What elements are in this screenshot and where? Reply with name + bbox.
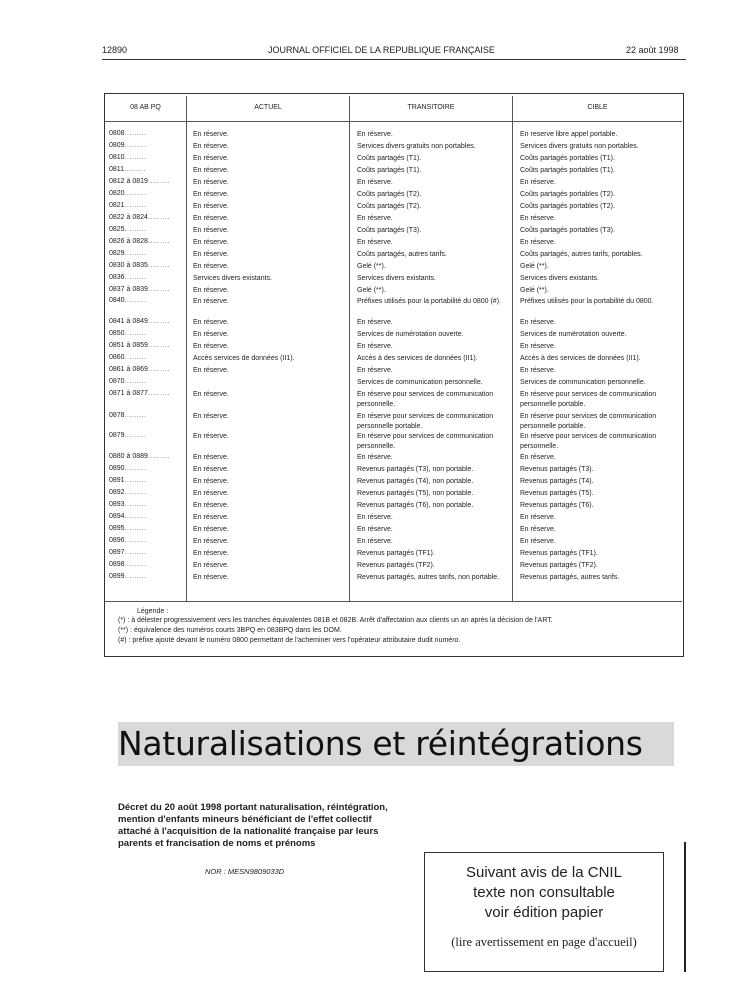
cell-actuel: En réserve. xyxy=(193,131,229,138)
cell-cible: Revenus partagés (T5). xyxy=(520,490,594,497)
column-divider xyxy=(512,96,513,602)
cell-actuel: En réserve. xyxy=(193,502,229,509)
column-header-actuel: ACTUEL xyxy=(254,104,282,111)
column-divider xyxy=(186,96,187,602)
cell-actuel: En réserve. xyxy=(193,263,229,270)
cell-cible: En reserve libre appel portable. xyxy=(520,131,618,138)
cell-cible: Coûts partagés portables (T3). xyxy=(520,227,615,234)
cell-transitoire: En réserve. xyxy=(357,454,393,461)
cell-cible: En réserve. xyxy=(520,514,556,521)
row-code: 0894......... xyxy=(109,513,147,520)
cell-transitoire: En réserve. xyxy=(357,179,393,186)
journal-title: JOURNAL OFFICIEL DE LA REPUBLIQUE FRANÇAISE xyxy=(268,45,495,55)
header-rule xyxy=(102,59,686,60)
cell-actuel: En réserve. xyxy=(193,191,229,198)
row-code: 0870......... xyxy=(109,378,147,385)
cell-transitoire: En réserve pour services de communication personnelle portable. xyxy=(357,413,494,430)
cell-cible: Revenus partagés (TF1). xyxy=(520,550,598,557)
cell-transitoire: Revenus partagés, autres tarifs, non portable. xyxy=(357,574,500,581)
decree-title: Décret du 20 août 1998 portant naturalisation, réintégration, mention d'enfants mineurs bénéficiant de l'effet collectif attaché à l'acquisition de la nationalité française par leurs parents et francisation de noms et prénoms xyxy=(118,802,388,849)
legend-line: (#) : préfixe ajouté devant le numéro 0800 permettant de l'acheminer vers l'opérateur attributaire dudit numéro. xyxy=(118,637,461,644)
cell-actuel: En réserve. xyxy=(193,538,229,545)
cell-actuel: En réserve. xyxy=(193,413,229,420)
cell-transitoire: Revenus partagés (TF1). xyxy=(357,550,435,557)
row-code: 0826 à 0828......... xyxy=(109,238,170,245)
cell-transitoire: En réserve pour services de communication personnelle. xyxy=(357,391,494,408)
row-code: 0878......... xyxy=(109,412,147,419)
cell-cible: En réserve. xyxy=(520,179,556,186)
cell-cible: Services de communication personnelle. xyxy=(520,379,646,386)
cell-cible: Gelé (**). xyxy=(520,263,549,270)
row-code: 0840......... xyxy=(109,297,147,304)
nor-reference: NOR : MESN9809033D xyxy=(205,867,285,876)
cell-transitoire: Gelé (**). xyxy=(357,287,386,294)
row-code: 0837 à 0839......... xyxy=(109,286,170,293)
row-code: 0810......... xyxy=(109,154,147,161)
cell-actuel: En réserve. xyxy=(193,227,229,234)
legend-line: (**) : équivalence des numéros courts 3BPQ en 083BPQ dans les DOM. xyxy=(118,627,342,634)
cell-actuel: En réserve. xyxy=(193,367,229,374)
row-code: 0836......... xyxy=(109,274,147,281)
cell-cible: En réserve. xyxy=(520,526,556,533)
row-code: 0812 à 0819......... xyxy=(109,178,170,185)
cell-cible: En réserve pour services de communication personnelle. xyxy=(520,433,657,450)
row-code: 0899......... xyxy=(109,573,147,580)
cell-cible: En réserve pour services de communication personnelle portable. xyxy=(520,413,657,430)
cell-transitoire: Coûts partagés (T3). xyxy=(357,227,422,234)
cell-transitoire: Services divers gratuits non portables. xyxy=(357,143,476,150)
cell-transitoire: En réserve. xyxy=(357,343,393,350)
column-header-cible: CIBLE xyxy=(587,104,608,111)
row-code: 0809......... xyxy=(109,142,147,149)
cell-cible: Coûts partagés portables (T2). xyxy=(520,191,615,198)
row-code: 0890......... xyxy=(109,465,147,472)
cell-cible: Préfixes utilisés pour la portabilité du 0800. xyxy=(520,298,654,305)
cell-cible: Revenus partagés (T3). xyxy=(520,466,594,473)
notice-line: Suivant avis de la CNIL xyxy=(466,864,622,881)
cell-actuel: Accès services de données (II1). xyxy=(193,355,295,362)
cell-transitoire: En réserve. xyxy=(357,514,393,521)
cell-cible: Revenus partagés (T4). xyxy=(520,478,594,485)
cell-transitoire: En réserve. xyxy=(357,526,393,533)
cell-cible: En réserve. xyxy=(520,538,556,545)
cell-transitoire: Revenus partagés (T5), non portable. xyxy=(357,490,474,497)
cell-cible: Coûts partagés, autres tarifs, portables. xyxy=(520,251,643,258)
row-code: 0892......... xyxy=(109,489,147,496)
cell-cible: En réserve pour services de communication personnelle portable. xyxy=(520,391,657,408)
row-code: 0851 à 0859......... xyxy=(109,342,170,349)
cell-actuel: En réserve. xyxy=(193,251,229,258)
cell-transitoire: Accès à des services de données (II1). xyxy=(357,355,478,362)
cell-transitoire: Services divers existants. xyxy=(357,275,436,282)
cell-cible: En réserve. xyxy=(520,319,556,326)
cell-transitoire: Coûts partagés (T2). xyxy=(357,203,422,210)
row-code: 0880 à 0889......... xyxy=(109,453,170,460)
issue-date: 22 août 1998 xyxy=(626,45,679,55)
cell-cible: Services de numérotation ouverte. xyxy=(520,331,627,338)
cell-cible: En réserve. xyxy=(520,215,556,222)
notice-line: voir édition papier xyxy=(484,904,604,921)
row-code: 0879......... xyxy=(109,432,147,439)
cell-actuel: En réserve. xyxy=(193,215,229,222)
cell-actuel: En réserve. xyxy=(193,167,229,174)
cell-actuel: En réserve. xyxy=(193,514,229,521)
row-code: 0829......... xyxy=(109,250,147,257)
cell-cible: Services divers gratuits non portables. xyxy=(520,143,639,150)
cell-transitoire: Revenus partagés (T6), non portable. xyxy=(357,502,474,509)
cell-actuel: En réserve. xyxy=(193,550,229,557)
legend-rule xyxy=(105,601,682,602)
cell-cible: Gelé (**). xyxy=(520,287,549,294)
cell-actuel: En réserve. xyxy=(193,239,229,246)
row-code: 0830 à 0835......... xyxy=(109,262,170,269)
cell-cible: En réserve. xyxy=(520,454,556,461)
cell-cible: En réserve. xyxy=(520,343,556,350)
row-code: 0825......... xyxy=(109,226,147,233)
row-code: 0891......... xyxy=(109,477,147,484)
cell-actuel: En réserve. xyxy=(193,526,229,533)
row-code: 0896......... xyxy=(109,537,147,544)
row-code: 0893......... xyxy=(109,501,147,508)
cell-transitoire: Revenus partagés (TF2). xyxy=(357,562,435,569)
row-code: 0898......... xyxy=(109,561,147,568)
row-code: 0871 à 0877......... xyxy=(109,390,170,397)
cnil-notice-box xyxy=(424,852,664,972)
cell-actuel: En réserve. xyxy=(193,155,229,162)
cell-actuel: En réserve. xyxy=(193,343,229,350)
cell-transitoire: Coûts partagés (T1). xyxy=(357,167,422,174)
cell-transitoire: Services de numérotation ouverte. xyxy=(357,331,464,338)
row-code: 0821......... xyxy=(109,202,147,209)
row-code: 0861 à 0869......... xyxy=(109,366,170,373)
cell-cible: Coûts partagés portables (T1). xyxy=(520,155,615,162)
cell-actuel: En réserve. xyxy=(193,562,229,569)
cell-actuel: En réserve. xyxy=(193,298,229,305)
row-code: 0822 à 0824......... xyxy=(109,214,170,221)
cell-actuel: En réserve. xyxy=(193,391,229,398)
cell-cible: Revenus partagés, autres tarifs. xyxy=(520,574,620,581)
cell-actuel: En réserve. xyxy=(193,433,229,440)
row-code: 0811......... xyxy=(109,166,147,173)
cell-transitoire: Préfixes utilisés pour la portabilité du 0800 (#). xyxy=(357,298,501,305)
cell-cible: Accès à des services de données (II1). xyxy=(520,355,641,362)
cell-cible: En réserve. xyxy=(520,367,556,374)
row-code: 0897......... xyxy=(109,549,147,556)
cell-transitoire: Coûts partagés (T2). xyxy=(357,191,422,198)
cell-actuel: Services divers existants. xyxy=(193,275,272,282)
legend-line: (*) : à délester progressivement vers les tranches équivalentes 081B et 082B. Arrêt d'affectation aux clients un an après la décision de l'ART. xyxy=(118,617,553,624)
cell-actuel: En réserve. xyxy=(193,331,229,338)
cell-transitoire: En réserve. xyxy=(357,131,393,138)
cell-transitoire: Gelé (**). xyxy=(357,263,386,270)
cell-transitoire: Revenus partagés (T3), non portable. xyxy=(357,466,474,473)
row-code: 0820......... xyxy=(109,190,147,197)
column-header-code: 08 AB PQ xyxy=(130,104,161,111)
cell-transitoire: En réserve. xyxy=(357,538,393,545)
cell-actuel: En réserve. xyxy=(193,179,229,186)
cell-actuel: En réserve. xyxy=(193,466,229,473)
cell-transitoire: En réserve pour services de communication personnelle. xyxy=(357,433,494,450)
cell-cible: Coûts partagés portables (T1). xyxy=(520,167,615,174)
cell-actuel: En réserve. xyxy=(193,574,229,581)
cell-actuel: En réserve. xyxy=(193,319,229,326)
cell-actuel: En réserve. xyxy=(193,203,229,210)
cell-transitoire: En réserve. xyxy=(357,367,393,374)
cell-transitoire: Revenus partagés (T4), non portable. xyxy=(357,478,474,485)
cell-actuel: En réserve. xyxy=(193,478,229,485)
cell-cible: En réserve. xyxy=(520,239,556,246)
cell-actuel: En réserve. xyxy=(193,143,229,150)
cell-cible: Coûts partagés portables (T2). xyxy=(520,203,615,210)
cell-transitoire: En réserve. xyxy=(357,239,393,246)
cell-transitoire: En réserve. xyxy=(357,319,393,326)
row-code: 0808......... xyxy=(109,130,147,137)
column-header-transitoire: TRANSITOIRE xyxy=(407,104,455,111)
cell-actuel: En réserve. xyxy=(193,287,229,294)
table-header-rule xyxy=(105,121,682,122)
cell-actuel: En réserve. xyxy=(193,490,229,497)
cell-transitoire: En réserve. xyxy=(357,215,393,222)
cell-actuel: En réserve. xyxy=(193,454,229,461)
page-number: 12890 xyxy=(102,45,128,55)
notice-line: texte non consultable xyxy=(473,884,615,901)
cell-cible: Revenus partagés (TF2). xyxy=(520,562,598,569)
cell-transitoire: Coûts partagés, autres tarifs. xyxy=(357,251,447,258)
column-divider xyxy=(349,96,350,602)
cell-transitoire: Services de communication personnelle. xyxy=(357,379,483,386)
section-title: Naturalisations et réintégrations xyxy=(118,722,674,766)
row-code: 0850......... xyxy=(109,330,147,337)
row-code: 0895......... xyxy=(109,525,147,532)
row-code: 0860......... xyxy=(109,354,147,361)
cell-cible: Revenus partagés (T6). xyxy=(520,502,594,509)
notice-warning-link[interactable]: (lire avertissement en page d'accueil) xyxy=(451,935,637,949)
row-code: 0841 à 0849......... xyxy=(109,318,170,325)
scan-edge-mark xyxy=(684,842,686,972)
cell-cible: Services divers existants. xyxy=(520,275,599,282)
cell-transitoire: Coûts partagés (T1). xyxy=(357,155,422,162)
legend-title: Légende : xyxy=(137,608,169,615)
